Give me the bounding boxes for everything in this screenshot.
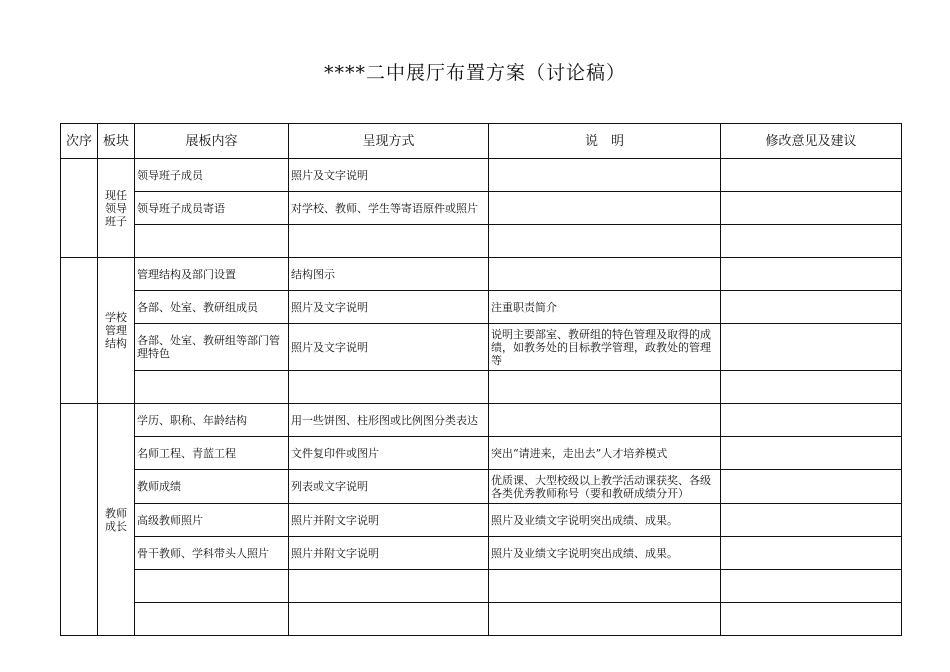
table-row — [61, 371, 902, 404]
note-cell — [489, 603, 721, 636]
header-order: 次序 — [61, 124, 98, 159]
note-cell — [489, 159, 721, 192]
table-row — [61, 470, 902, 504]
note-cell: 突出“请进来，走出去”人才培养模式 — [489, 437, 721, 470]
suggest-cell[interactable] — [721, 470, 902, 504]
note-cell: 说明主要部室、教研组的特色管理及取得的成绩，如教务处的目标教学管理，政教处的管理等 — [489, 324, 721, 371]
table-row — [61, 504, 902, 537]
table-row — [61, 192, 902, 225]
content-cell: 各部、处室、教研组成员 — [135, 291, 289, 324]
table-row — [61, 159, 902, 192]
method-cell: 对学校、教师、学生等寄语原件或照片 — [289, 192, 489, 225]
note-cell — [489, 225, 721, 258]
content-cell — [135, 570, 289, 603]
content-cell: 领导班子成员 — [135, 159, 289, 192]
table-row — [61, 404, 902, 437]
content-cell: 管理结构及部门设置 — [135, 258, 289, 291]
suggest-cell[interactable] — [721, 192, 902, 225]
plan-table — [60, 123, 902, 636]
suggest-cell[interactable] — [721, 371, 902, 404]
suggest-cell[interactable] — [721, 504, 902, 537]
note-cell — [489, 371, 721, 404]
table-row — [61, 603, 902, 636]
method-cell: 照片及文字说明 — [289, 324, 489, 371]
method-cell: 照片并附文字说明 — [289, 504, 489, 537]
method-cell — [289, 603, 489, 636]
content-cell: 教师成绩 — [135, 470, 289, 504]
table-row — [61, 537, 902, 570]
method-cell: 列表或文字说明 — [289, 470, 489, 504]
content-cell — [135, 371, 289, 404]
table-row — [61, 291, 902, 324]
method-cell — [289, 371, 489, 404]
suggest-cell[interactable] — [721, 570, 902, 603]
suggest-cell[interactable] — [721, 404, 902, 437]
content-cell: 骨干教师、学科带头人照片 — [135, 537, 289, 570]
method-cell: 照片及文字说明 — [289, 291, 489, 324]
method-cell — [289, 570, 489, 603]
method-cell — [289, 225, 489, 258]
table-row — [61, 324, 902, 371]
suggest-cell[interactable] — [721, 324, 902, 371]
table-row — [61, 437, 902, 470]
content-cell: 名师工程、青蓝工程 — [135, 437, 289, 470]
content-cell: 高级教师照片 — [135, 504, 289, 537]
note-cell: 照片及业绩文字说明突出成绩、成果。 — [489, 504, 721, 537]
content-cell — [135, 225, 289, 258]
suggest-cell[interactable] — [721, 437, 902, 470]
header-row — [61, 124, 902, 159]
header-suggest: 修改意见及建议 — [721, 124, 902, 159]
suggest-cell[interactable] — [721, 603, 902, 636]
method-cell: 照片并附文字说明 — [289, 537, 489, 570]
note-cell — [489, 404, 721, 437]
order-cell — [61, 258, 98, 404]
header-note: 说 明 — [489, 124, 721, 159]
note-cell: 注重职责简介 — [489, 291, 721, 324]
block-label: 学校管理结构 — [98, 258, 135, 404]
block-label: 现任领导班子 — [98, 159, 135, 258]
table-row — [61, 258, 902, 291]
block-label: 教师成长 — [98, 404, 135, 636]
content-cell — [135, 603, 289, 636]
order-cell — [61, 159, 98, 258]
method-cell: 用一些饼图、柱形图或比例图分类表达 — [289, 404, 489, 437]
suggest-cell[interactable] — [721, 159, 902, 192]
content-cell: 学历、职称、年龄结构 — [135, 404, 289, 437]
note-cell: 照片及业绩文字说明突出成绩、成果。 — [489, 537, 721, 570]
method-cell: 照片及文字说明 — [289, 159, 489, 192]
method-cell: 结构图示 — [289, 258, 489, 291]
header-method: 呈现方式 — [289, 124, 489, 159]
content-cell: 各部、处室、教研组等部门管理特色 — [135, 324, 289, 371]
suggest-cell[interactable] — [721, 291, 902, 324]
table-row — [61, 225, 902, 258]
note-cell — [489, 192, 721, 225]
note-cell — [489, 570, 721, 603]
header-content: 展板内容 — [135, 124, 289, 159]
note-cell: 优质课、大型校级以上教学活动课获奖、各级各类优秀教师称号（要和教研成绩分开） — [489, 470, 721, 504]
suggest-cell[interactable] — [721, 225, 902, 258]
order-cell — [61, 404, 98, 636]
suggest-cell[interactable] — [721, 258, 902, 291]
note-cell — [489, 258, 721, 291]
header-block: 板块 — [98, 124, 135, 159]
content-cell: 领导班子成员寄语 — [135, 192, 289, 225]
document-title: ****二中展厅布置方案（讨论稿） — [323, 62, 626, 84]
suggest-cell[interactable] — [721, 537, 902, 570]
method-cell: 文件复印件或图片 — [289, 437, 489, 470]
table-row — [61, 570, 902, 603]
